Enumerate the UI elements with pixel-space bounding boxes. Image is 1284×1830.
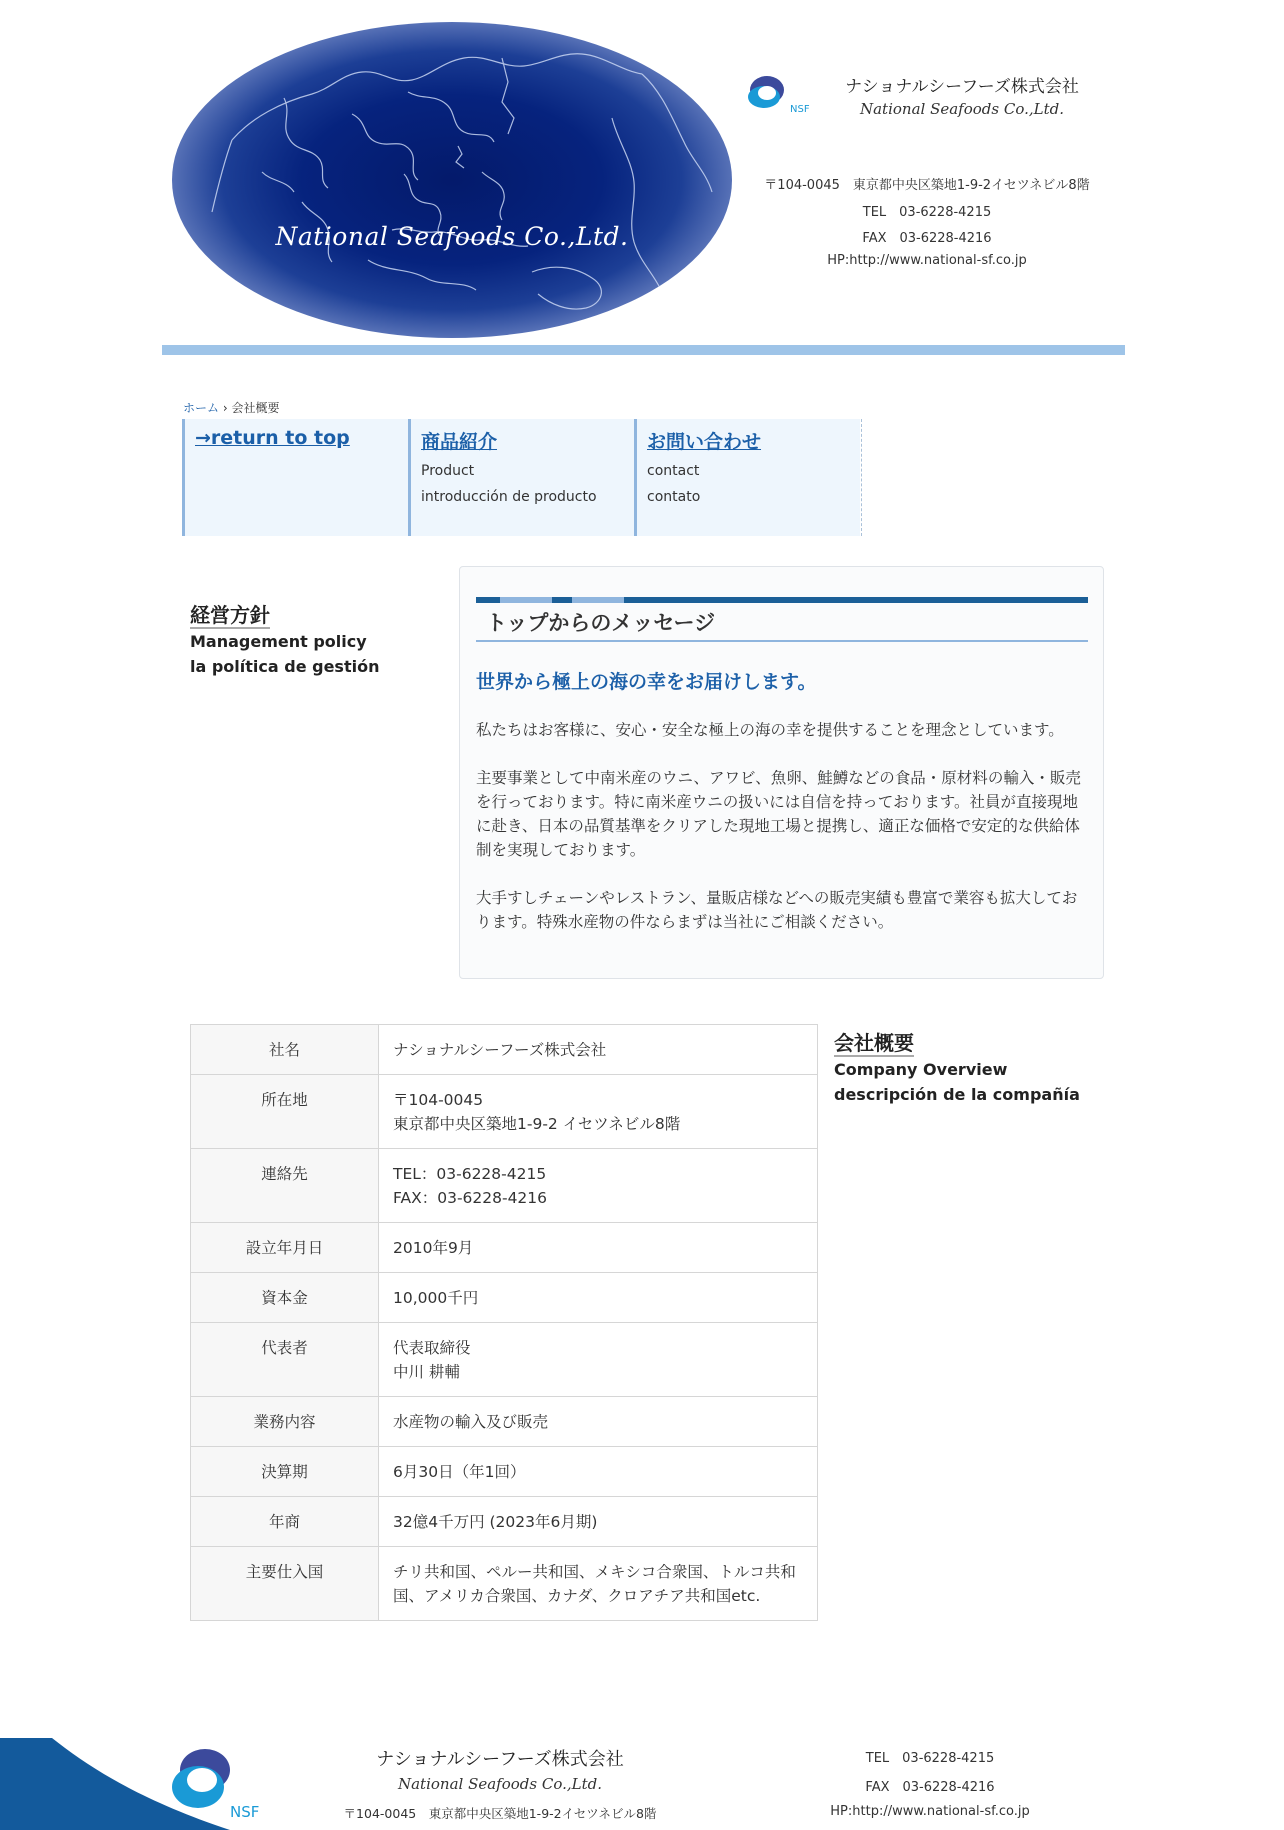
map-outline-icon bbox=[172, 22, 732, 338]
row-value: 〒104-0045 東京都中央区築地1-9-2 イセツネビル8階 bbox=[379, 1075, 818, 1149]
table-row bbox=[191, 1075, 818, 1149]
row-label: 連絡先 bbox=[191, 1149, 379, 1223]
row-label: 設立年月日 bbox=[191, 1223, 379, 1273]
row-value: 6月30日（年1回） bbox=[379, 1447, 818, 1497]
row-label: 決算期 bbox=[191, 1447, 379, 1497]
nav-title-contact[interactable]: お問い合わせ bbox=[647, 431, 762, 453]
logo-caption: NSF bbox=[790, 104, 810, 115]
policy-section-label bbox=[190, 603, 379, 679]
footer-company-name-en: National Seafoods Co.,Ltd. bbox=[397, 1775, 602, 1793]
site-header bbox=[162, 0, 1122, 355]
overview-sub-es: descripción de la compañía bbox=[834, 1085, 1080, 1104]
row-value: 2010年9月 bbox=[379, 1223, 818, 1273]
row-value: 32億4千万円 (2023年6月期) bbox=[379, 1497, 818, 1547]
table-row bbox=[191, 1323, 818, 1397]
nav-title-return-top[interactable]: →return to top bbox=[195, 427, 350, 449]
top-message-box bbox=[459, 566, 1104, 979]
nav-item-contact[interactable] bbox=[634, 419, 860, 536]
message-paragraph: 主要事業として中南米産のウニ、アワビ、魚卵、鮭鱒などの食品・原材料の輸入・販売を行っております。特に南米産ウニの扱いには自信を持っております。社員が直接現地に赴き、日本の品質基準をクリアした現地工場と提携し、適正な価格で安定的な供給体制を実現しております。 bbox=[476, 769, 1081, 859]
breadcrumb-separator: › bbox=[222, 401, 228, 415]
nav-item-products[interactable] bbox=[408, 419, 634, 536]
footer-tel: TEL 03-6228-4215 bbox=[865, 1751, 995, 1766]
footer-fax: FAX 03-6228-4216 bbox=[865, 1780, 995, 1795]
banner-title: National Seafoods Co.,Ltd. bbox=[275, 222, 629, 251]
nav-item-return-top[interactable] bbox=[182, 419, 408, 536]
row-label: 業務内容 bbox=[191, 1397, 379, 1447]
breadcrumb bbox=[183, 399, 280, 416]
breadcrumb-current: 会社概要 bbox=[231, 401, 280, 415]
table-row bbox=[191, 1497, 818, 1547]
row-value: 代表取締役 中川 耕輔 bbox=[379, 1323, 818, 1397]
footer-address: 〒104-0045 東京都中央区築地1-9-2イセツネビル8階 bbox=[343, 1806, 657, 1821]
row-value: 10,000千円 bbox=[379, 1273, 818, 1323]
message-body bbox=[476, 718, 1091, 958]
table-row bbox=[191, 1447, 818, 1497]
overview-section-label bbox=[834, 1031, 1080, 1107]
message-paragraph: 私たちはお客様に、安心・安全な極上の海の幸を提供することを理念としています。 bbox=[476, 721, 1064, 739]
message-headline: 世界から極上の海の幸をお届けします。 bbox=[476, 671, 817, 693]
message-title: トップからのメッセージ bbox=[476, 605, 1088, 642]
row-value: 水産物の輸入及び販売 bbox=[379, 1397, 818, 1447]
message-paragraph: 大手すしチェーンやレストラン、量販店様などへの販売実績も豊富で業容も拡大しております。特殊水産物の件ならまずは当社にご相談ください。 bbox=[476, 889, 1078, 931]
policy-sub-en: Management policy bbox=[190, 632, 367, 651]
row-label: 社名 bbox=[191, 1025, 379, 1075]
company-homepage[interactable]: HP:http://www.national-sf.co.jp bbox=[827, 253, 1027, 268]
company-address: 〒104-0045 東京都中央区築地1-9-2イセツネビル8階 bbox=[764, 178, 1090, 193]
footer-logo-caption: NSF bbox=[230, 1803, 260, 1821]
world-map-banner bbox=[172, 22, 732, 338]
table-row bbox=[191, 1223, 818, 1273]
nav-sub-products-es: introducción de producto bbox=[421, 489, 597, 505]
nsf-logo-icon bbox=[745, 68, 815, 120]
nav-title-products[interactable]: 商品紹介 bbox=[421, 431, 498, 453]
row-label: 主要仕入国 bbox=[191, 1547, 379, 1621]
nav-sub-contact-es: contato bbox=[647, 489, 701, 505]
overview-heading: 会社概要 bbox=[834, 1031, 914, 1055]
nav-sub-contact-en: contact bbox=[647, 463, 700, 479]
message-title-bar bbox=[476, 597, 1088, 603]
header-divider bbox=[162, 345, 1125, 355]
table-row bbox=[191, 1025, 818, 1075]
nav-sub-products-en: Product bbox=[421, 463, 475, 479]
overview-sub-en: Company Overview bbox=[834, 1060, 1008, 1079]
company-fax: FAX 03-6228-4216 bbox=[862, 231, 992, 246]
company-tel: TEL 03-6228-4215 bbox=[862, 205, 992, 220]
breadcrumb-home-link[interactable]: ホーム bbox=[183, 401, 220, 415]
table-row bbox=[191, 1547, 818, 1621]
row-label: 資本金 bbox=[191, 1273, 379, 1323]
footer-company-name-jp: ナショナルシーフーズ株式会社 bbox=[376, 1749, 624, 1770]
footer-homepage[interactable]: HP:http://www.national-sf.co.jp bbox=[830, 1804, 1030, 1819]
company-overview-table bbox=[190, 1024, 818, 1621]
policy-heading: 経営方針 bbox=[190, 603, 270, 627]
row-label: 所在地 bbox=[191, 1075, 379, 1149]
row-value: チリ共和国、ペルー共和国、メキシコ合衆国、トルコ共和国、アメリカ合衆国、カナダ、クロアチア共和国etc. bbox=[379, 1547, 818, 1621]
table-row bbox=[191, 1273, 818, 1323]
company-name-jp: ナショナルシーフーズ株式会社 bbox=[845, 77, 1079, 97]
row-value: TEL：03-6228-4215 FAX：03-6228-4216 bbox=[379, 1149, 818, 1223]
footer-nsf-logo-icon bbox=[160, 1740, 270, 1822]
table-row bbox=[191, 1149, 818, 1223]
main-nav bbox=[182, 419, 862, 536]
policy-sub-es: la política de gestión bbox=[190, 657, 380, 676]
row-label: 年商 bbox=[191, 1497, 379, 1547]
row-value: ナショナルシーフーズ株式会社 bbox=[379, 1025, 818, 1075]
table-row bbox=[191, 1397, 818, 1447]
company-name-en: National Seafoods Co.,Ltd. bbox=[859, 100, 1064, 118]
row-label: 代表者 bbox=[191, 1323, 379, 1397]
